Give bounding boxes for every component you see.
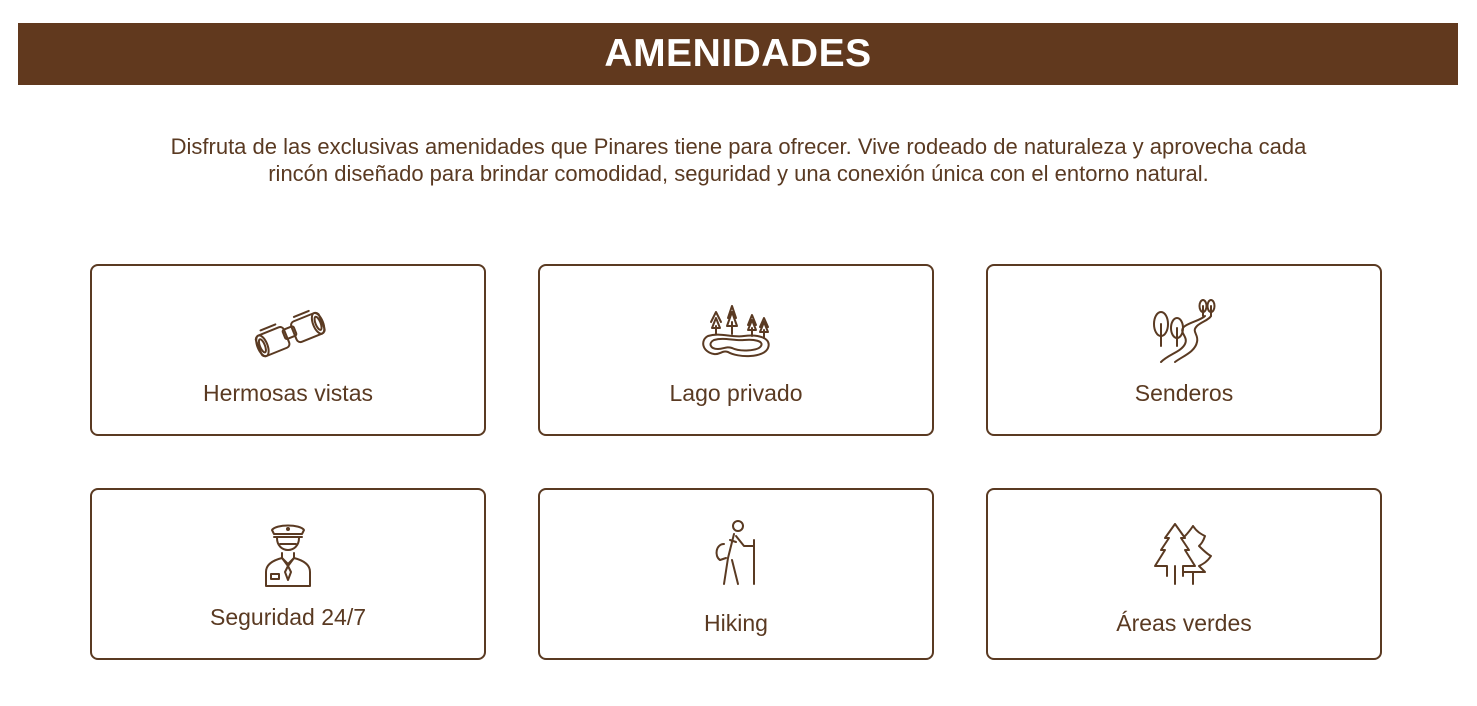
amenity-card-trails	[986, 264, 1382, 436]
binoculars-icon	[248, 298, 328, 360]
amenity-label: Senderos	[1134, 380, 1234, 406]
amenity-label: Hermosas vistas	[203, 380, 373, 406]
lake-icon	[698, 298, 774, 362]
amenity-label: Lago privado	[669, 380, 803, 406]
amenity-card-hiking	[538, 488, 934, 660]
amenity-label: Hiking	[704, 610, 768, 636]
amenity-label: Áreas verdes	[1116, 610, 1252, 636]
page-title: AMENIDADES	[604, 32, 872, 75]
amenity-card-green-areas	[986, 488, 1382, 660]
amenity-card-lake	[538, 264, 934, 436]
intro-paragraph: Disfruta de las exclusivas amenidades que Pinares tiene para ofrecer. Vive rodeado de naturaleza y aprovecha cada rincón diseñado para brindar comodidad, seguridad y una conexión única con el entorno natural.	[170, 134, 1307, 186]
amenity-card-views	[90, 264, 486, 436]
amenity-card-security	[90, 488, 486, 660]
trail-icon	[1151, 298, 1217, 364]
page-header-banner	[18, 23, 1458, 85]
amenity-label: Seguridad 24/7	[209, 604, 366, 630]
security-guard-icon	[262, 520, 314, 588]
hiker-icon	[710, 520, 762, 586]
trees-icon	[1153, 520, 1215, 586]
